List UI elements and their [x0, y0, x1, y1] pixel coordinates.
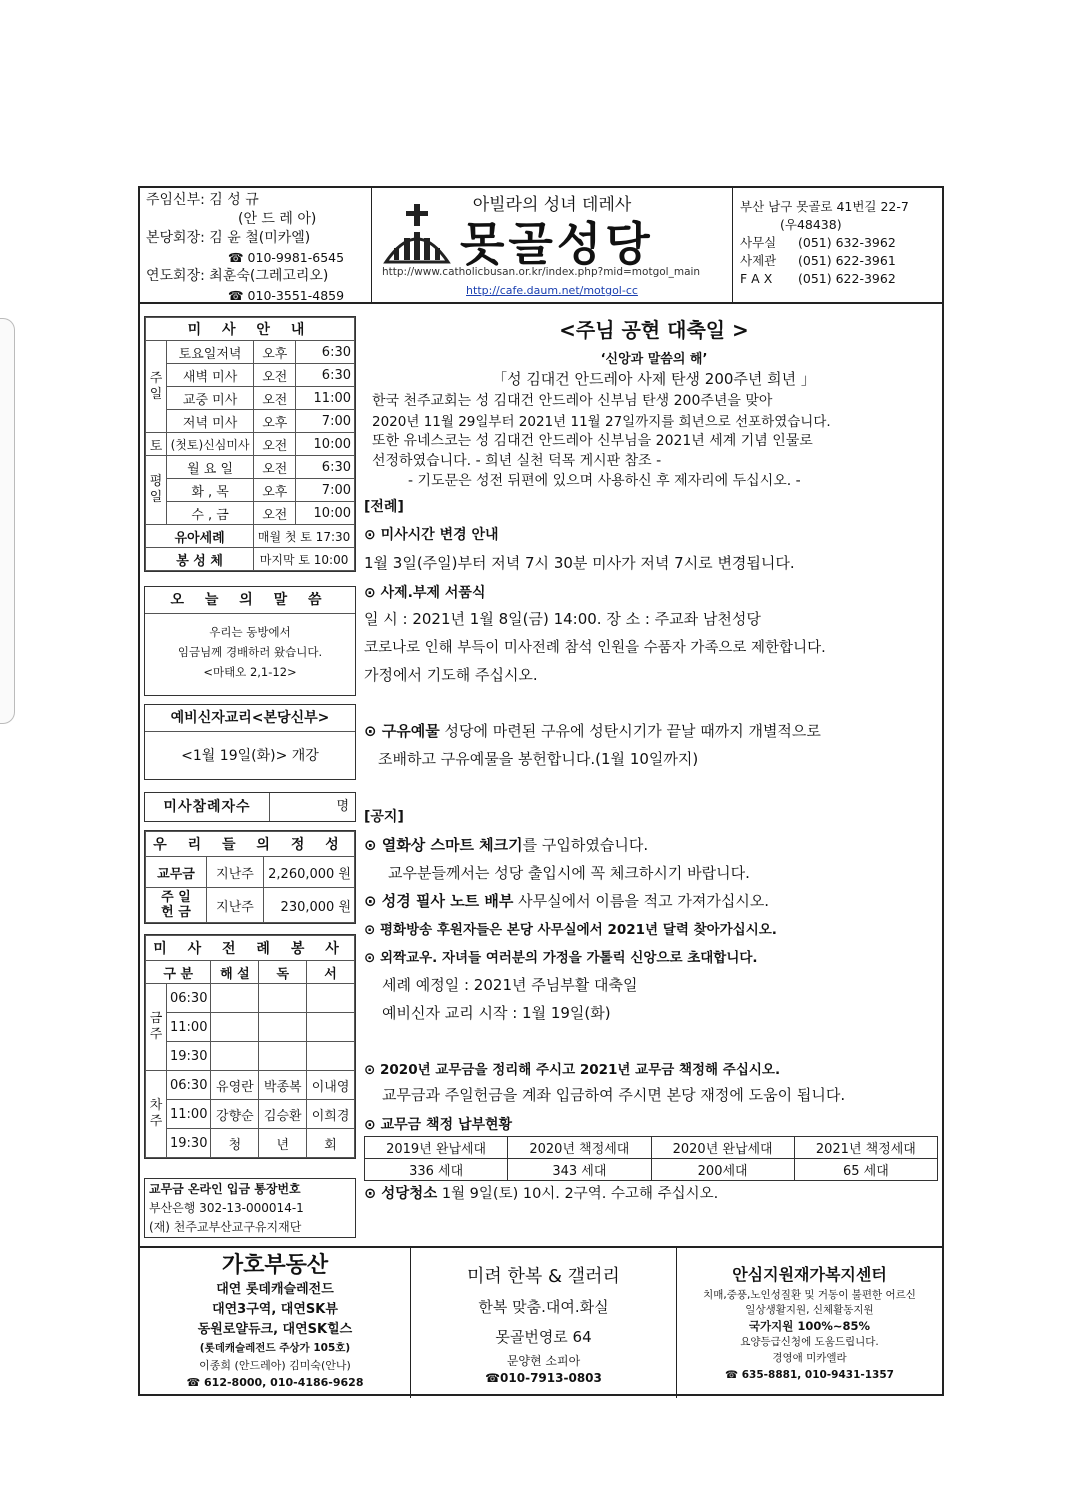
notice-text: 교무금과 주일헌금을 계좌 입금하여 주시면 본당 재정에 도움이 됩니다.	[382, 1086, 846, 1104]
pastor-name: 김 성 규	[209, 192, 259, 208]
ad-line: ☎ 635-8881, 010-9431-1357	[725, 1369, 894, 1381]
jubilee-title: 「성 김대건 안드레아 사제 탄생 200주년 희년 」	[492, 370, 816, 388]
ministry-time: 19:30	[167, 1129, 211, 1158]
church-logo-icon	[382, 202, 452, 264]
ministry-cell	[211, 1013, 259, 1042]
council-phone: ☎ 010-3551-4859	[228, 288, 345, 303]
mass-ampm: 오전	[254, 364, 296, 387]
status-value: 336 세대	[365, 1159, 508, 1181]
notice-heading: ⊙ 미사시간 변경 안내	[364, 527, 499, 543]
ministry-cell	[259, 1042, 307, 1071]
notice-text: 사무실에서 이름을 적고 가져가십시오.	[513, 892, 770, 910]
mass-name: (첫토)신심미사	[167, 433, 254, 456]
mass-time: 6:30	[296, 364, 355, 387]
mass-ampm: 오전	[254, 456, 296, 479]
offering-period: 지난주	[207, 857, 264, 888]
today-word-line1: 우리는 동방에서	[209, 625, 291, 639]
mass-name: 화 , 목	[167, 479, 254, 502]
today-word-title: 오 늘 의 말 씀	[145, 587, 355, 614]
intro-line: 선정하였습니다. - 희년 실천 덕목 게시판 참조 -	[372, 453, 662, 469]
weekday-label: 평일	[146, 456, 167, 525]
notice-heading: ⊙ 평화방송 후원자들은 본당 사무실에서 2021년 달력 찾아가십시오.	[364, 922, 777, 938]
parish-name: 못골성당	[460, 217, 654, 271]
ministry-cell: 박종복	[259, 1071, 307, 1100]
ministry-cell: 김승환	[259, 1100, 307, 1129]
notice-heading: ⊙ 교무금 책정 납부현황	[364, 1117, 513, 1133]
today-word-box	[144, 586, 356, 696]
notice-heading: ⊙ 성경 필사 노트 배부	[364, 892, 514, 910]
mass-name: 수 , 금	[167, 502, 254, 525]
notice-heading: ⊙ 2020년 교무금을 정리해 주시고 2021년 교무금 책정해 주십시오.	[364, 1062, 781, 1078]
ads-footer	[140, 1246, 942, 1398]
tithe-status-table	[364, 1136, 938, 1181]
ad-hanbok-gallery	[410, 1248, 676, 1398]
attendance-box	[144, 792, 356, 822]
postal-code: (우48438)	[780, 217, 842, 232]
ministry-col-header: 구 분	[146, 961, 211, 984]
sunday-label: 주일	[146, 341, 167, 433]
mass-time: 10:00	[296, 433, 355, 456]
fax-phone: (051) 622-3962	[798, 271, 896, 286]
ministry-cell	[211, 1042, 259, 1071]
pastor-baptismal: (안 드 레 아)	[238, 211, 317, 227]
year-theme: ‘신앙과 말씀의 해’	[600, 352, 708, 367]
today-word-line2: 임금님께 경배하러 왔습니다.	[177, 645, 323, 659]
mass-ampm: 오전	[254, 433, 296, 456]
ad-line: 한복 맞춤.대여.화실	[478, 1298, 609, 1316]
mass-ampm: 오후	[254, 479, 296, 502]
crib-text-2: 조배하고 구유예물을 봉헌합니다.(1월 10일까지)	[378, 750, 699, 768]
bank-line1: 교무금 온라인 입금 통장번호	[149, 1182, 301, 1196]
status-value: 200세대	[651, 1159, 794, 1181]
mass-time: 7:00	[296, 410, 355, 433]
ad-title: 안심지원재가복지센터	[732, 1265, 887, 1284]
president-label: 본당회장:	[146, 230, 205, 246]
attendance-unit: 명	[336, 799, 349, 814]
notice-text: 세례 예정일 : 2021년 주님부활 대축일	[382, 976, 638, 994]
ministry-col-header: 독	[259, 961, 307, 984]
ministry-time: 06:30	[167, 1071, 211, 1100]
ad-line: ☎ 612-8000, 010-4186-9628	[186, 1376, 364, 1389]
ad-line: 일상생활지원, 신체활동지원	[745, 1304, 874, 1316]
ad-real-estate	[140, 1248, 410, 1398]
ad-line: ☎010-7913-0803	[485, 1371, 602, 1385]
feast-title: <주님 공현 대축일 >	[559, 318, 749, 342]
ministry-cell: 이내영	[307, 1071, 355, 1100]
ministry-cell: 강향순	[211, 1100, 259, 1129]
mass-name: 새벽 미사	[167, 364, 254, 387]
mass-time: 11:00	[296, 387, 355, 410]
offering-label: 주 일 헌 금	[146, 888, 207, 923]
parish-title-block	[372, 188, 733, 302]
mass-schedule-title: 미 사 안 내	[146, 318, 355, 341]
offering-amount: 230,000 원	[264, 888, 355, 923]
infant-baptism-value: 매월 첫 토 17:30	[254, 525, 355, 548]
mass-ampm: 오후	[254, 410, 296, 433]
status-value: 343 세대	[508, 1159, 651, 1181]
ministry-time: 06:30	[167, 984, 211, 1013]
ministry-cell: 유영란	[211, 1071, 259, 1100]
catechumen-value: <1월 19일(화)> 개강	[181, 748, 319, 764]
offering-amount: 2,260,000 원	[264, 857, 355, 888]
notice-text: 코로나로 인해 부득이 미사전례 참석 인원을 수품자 가족으로 제한합니다.	[364, 640, 826, 656]
mass-ampm: 오후	[254, 341, 296, 364]
mass-time: 10:00	[296, 502, 355, 525]
bulletin-page	[138, 186, 944, 1396]
offering-period: 지난주	[207, 888, 264, 923]
ministry-box	[144, 934, 356, 1159]
ad-line: 경영애 미카엘라	[772, 1352, 847, 1364]
offering-title: 우 리 들 의 정 성	[146, 832, 355, 857]
address: 부산 남구 못골로 41번길 22-7	[740, 199, 909, 214]
ad-line: 국가지원 100%~85%	[748, 1319, 871, 1333]
communion-value: 마지막 토 10:00	[254, 548, 355, 571]
saturday-label: 토	[146, 433, 167, 456]
fax-label: F A X	[740, 271, 773, 286]
mass-name: 저녁 미사	[167, 410, 254, 433]
ministry-cell	[259, 1013, 307, 1042]
ministry-cell	[307, 984, 355, 1013]
staff-info	[140, 188, 372, 302]
bank-line3: (재) 천주교부산교구유지재단	[149, 1220, 302, 1234]
intro-line: - 기도문은 성전 뒤편에 있으며 사용하신 후 제자리에 두십시오. -	[408, 473, 801, 489]
contact-info	[732, 188, 942, 302]
council-name: 최훈숙(그레고리오)	[209, 268, 329, 284]
ministry-cell	[307, 1042, 355, 1071]
intro-line: 2020년 11월 29일부터 2021년 11월 27일까지를 희년으로 선포하였습니다.	[372, 414, 831, 430]
catechumen-title: 예비신자교리<본당신부>	[145, 705, 355, 732]
ministry-time: 19:30	[167, 1042, 211, 1071]
ministry-cell: 년	[259, 1129, 307, 1158]
notice-text: 예비신자 교리 시작 : 1월 19일(화)	[382, 1004, 611, 1022]
notice-text: 가정에서 기도해 주십시오.	[364, 666, 538, 684]
catechumen-box	[144, 704, 356, 780]
ministry-col-header: 서	[307, 961, 355, 984]
ad-line: 요양등급신청에 도움드립니다.	[740, 1336, 879, 1348]
today-word-line3: <마태오 2,1-12>	[203, 665, 297, 679]
attendance-label: 미사참례자수	[145, 793, 270, 821]
status-header: 2019년 완납세대	[365, 1137, 508, 1159]
next-week-label: 차주	[146, 1071, 167, 1158]
ministry-cell	[259, 984, 307, 1013]
notice-text: 1월 9일(토) 10시. 2구역. 수고해 주십시오.	[437, 1186, 719, 1202]
mass-name: 토요일저녁	[167, 341, 254, 364]
ad-welfare-center	[676, 1248, 942, 1398]
president-phone: ☎ 010-9981-6545	[228, 250, 345, 265]
ministry-time: 11:00	[167, 1100, 211, 1129]
infant-baptism-label: 유아세례	[146, 525, 254, 548]
status-value: 65 세대	[794, 1159, 937, 1181]
intro-line: 한국 천주교회는 성 김대건 안드레아 신부님 탄생 200주년을 맞아	[372, 393, 773, 409]
mass-schedule-table	[145, 317, 355, 571]
bank-line2: 부산은행 302-13-000014-1	[149, 1201, 304, 1215]
ad-line: 못골번영로 64	[495, 1328, 592, 1346]
ministry-cell	[211, 984, 259, 1013]
ad-title: 가호부동산	[221, 1253, 329, 1278]
notice-section-label: [공지]	[364, 809, 404, 825]
status-header: 2021년 책정세대	[794, 1137, 937, 1159]
ministry-table	[145, 935, 355, 1158]
liturgy-section-label: [전례]	[364, 499, 404, 515]
bank-account-box	[144, 1178, 356, 1238]
ad-line: (롯데캐슬레전드 주상가 105호)	[199, 1342, 351, 1354]
ministry-cell: 회	[307, 1129, 355, 1158]
intro-line: 또한 유네스코는 성 김대건 안드레아 신부님을 2021년 세계 기념 인물로	[372, 433, 813, 449]
ad-line: 치매,중풍,노인성질환 및 거동이 불편한 어르신	[703, 1289, 916, 1301]
rectory-phone: (051) 622-3961	[798, 253, 896, 268]
offering-label: 교무금	[146, 857, 207, 888]
ad-line: 대연 롯데캐슬레전드	[216, 1282, 334, 1297]
mass-ampm: 오전	[254, 387, 296, 410]
council-label: 연도회장:	[146, 268, 205, 284]
mass-name: 교중 미사	[167, 387, 254, 410]
ministry-time: 11:00	[167, 1013, 211, 1042]
office-phone: (051) 632-3962	[798, 235, 896, 250]
offering-table	[145, 831, 355, 923]
ad-line: 문양현 소피아	[506, 1354, 581, 1368]
ministry-title: 미 사 전 례 봉 사	[146, 936, 355, 961]
mass-time: 6:30	[296, 456, 355, 479]
mass-name: 월 요 일	[167, 456, 254, 479]
ad-line: 대연3구역, 대연SK뷰	[212, 1302, 338, 1317]
rectory-label: 사제관	[740, 253, 777, 268]
ad-title: 미려 한복 & 갤러리	[467, 1266, 620, 1287]
bulletin-header	[140, 188, 942, 304]
mass-time: 7:00	[296, 479, 355, 502]
president-name: 김 윤 철(미카엘)	[209, 230, 311, 246]
cafe-link[interactable]: http://cafe.daum.net/motgol-cc	[466, 284, 638, 297]
communion-label: 봉 성 체	[146, 548, 254, 571]
status-header: 2020년 완납세대	[651, 1137, 794, 1159]
notice-text: 교우분들께서는 성당 출입시에 꼭 체크하시기 바랍니다.	[388, 864, 750, 882]
ministry-cell: 이희경	[307, 1100, 355, 1129]
status-header: 2020년 책정세대	[508, 1137, 651, 1159]
side-scroll-tab[interactable]	[0, 318, 15, 724]
mass-time: 6:30	[296, 341, 355, 364]
ministry-col-header: 해 설	[211, 961, 259, 984]
parish-website-link[interactable]: http://www.catholicbusan.or.kr/index.php?mid=motgol_main	[382, 266, 701, 278]
pastor-label: 주임신부:	[146, 192, 205, 208]
notice-heading: ⊙ 성당청소	[364, 1186, 438, 1202]
crib-heading: ⊙ 구유예물	[364, 722, 440, 740]
ad-line: 동원로얄듀크, 대연SK힐스	[197, 1322, 353, 1337]
offering-box	[144, 830, 356, 924]
mass-schedule-box	[144, 316, 356, 572]
patron-saint: 아빌라의 성녀 데레사	[472, 195, 632, 215]
ministry-cell: 청	[211, 1129, 259, 1158]
office-label: 사무실	[740, 235, 777, 250]
crib-text: 성당에 마련된 구유에 성탄시기가 끝날 때까지 개별적으로	[439, 722, 821, 740]
this-week-label: 금주	[146, 984, 167, 1071]
notice-heading: ⊙ 열화상 스마트 체크기	[364, 836, 523, 854]
ministry-cell	[307, 1013, 355, 1042]
notice-text: 일 시 : 2021년 1월 8일(금) 14:00. 장 소 : 주교좌 남천성당	[364, 610, 761, 628]
notice-heading: ⊙ 사제.부제 서품식	[364, 585, 486, 601]
notice-heading: ⊙ 외짝교우. 자녀들 여러분의 가정을 가톨릭 신앙으로 초대합니다.	[364, 950, 758, 966]
notice-text: 를 구입하였습니다.	[522, 836, 649, 854]
mass-ampm: 오전	[254, 502, 296, 525]
ad-line: 이종희 (안드레아) 김미숙(안나)	[199, 1359, 351, 1372]
notice-text: 1월 3일(주일)부터 저녁 7시 30분 미사가 저녁 7시로 변경됩니다.	[364, 554, 795, 572]
